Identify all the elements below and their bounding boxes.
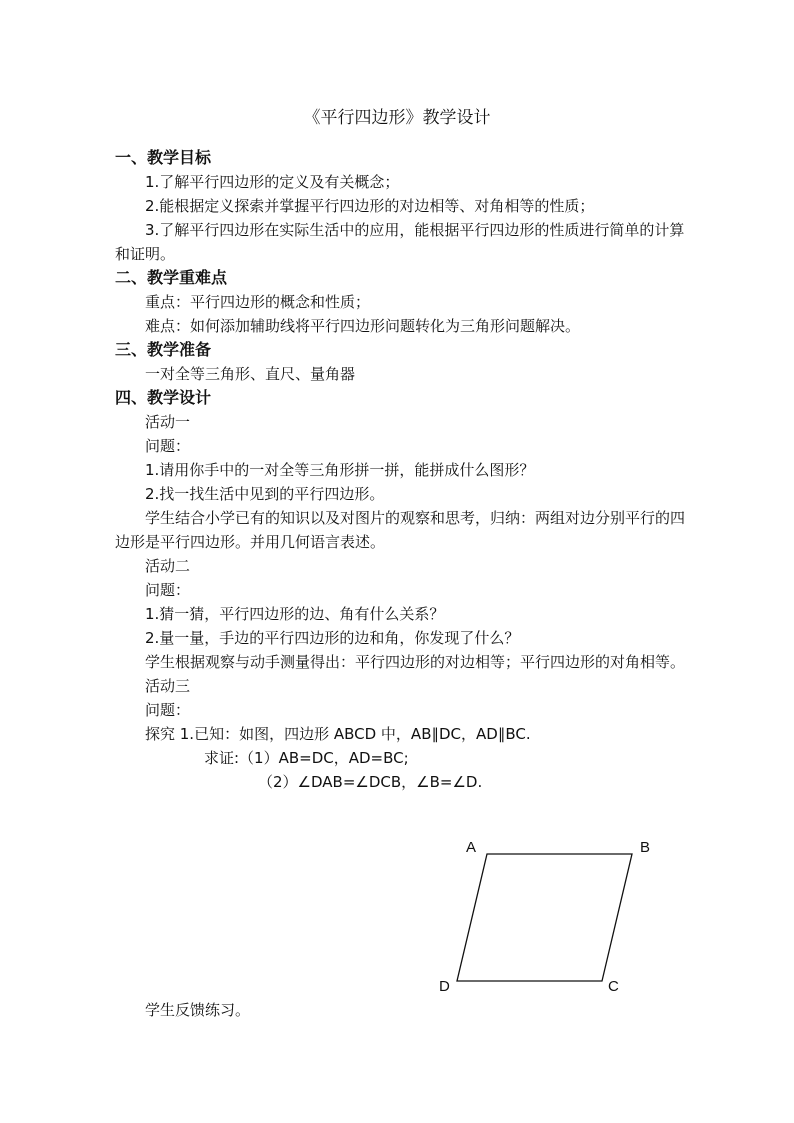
activity-1-label: 活动一 bbox=[145, 413, 191, 431]
difficult-point-text: 难点：如何添加辅助线将平行四边形问题转化为三角形问题解决。 bbox=[145, 317, 581, 335]
section-heading-design: 四、教学设计 bbox=[115, 388, 212, 407]
section-heading-key-points: 二、教学重难点 bbox=[115, 268, 228, 287]
activity-3-prove-2: （2）∠DAB=∠DCB，∠B=∠D. bbox=[258, 773, 483, 791]
document-body bbox=[115, 146, 685, 794]
activity-3-prove-1: 求证:（1）AB=DC，AD=BC; bbox=[204, 749, 409, 767]
activity-2-question-1: 1.猜一猜，平行四边形的边、角有什么关系？ bbox=[145, 605, 445, 623]
objective-item-3: 3.了解平行四边形在实际生活中的应用，能根据平行四边形的性质进行简单的计算和证明。 bbox=[115, 221, 685, 263]
activity-1-summary: 学生结合小学已有的知识以及对图片的观察和思考，归纳：两组对边分别平行的四边形是平行四边形。并用几何语言表述。 bbox=[115, 509, 686, 551]
activity-2-label: 活动二 bbox=[145, 557, 191, 575]
activity-2-question-label: 问题： bbox=[145, 581, 191, 599]
parallelogram-shape bbox=[457, 854, 632, 981]
vertex-label-d: D bbox=[439, 978, 450, 995]
activity-3-feedback: 学生反馈练习。 bbox=[145, 1001, 251, 1019]
parallelogram-figure bbox=[430, 834, 660, 999]
activity-3-question-label: 问题： bbox=[145, 701, 191, 719]
activity-2-summary: 学生根据观察与动手测量得出：平行四边形的对边相等；平行四边形的对角相等。 bbox=[145, 653, 686, 671]
objective-item-2: 2.能根据定义探索并掌握平行四边形的对边相等、对角相等的性质； bbox=[145, 197, 595, 215]
activity-3-label: 活动三 bbox=[145, 677, 191, 695]
preparation-text: 一对全等三角形、直尺、量角器 bbox=[145, 365, 356, 383]
vertex-label-a: A bbox=[466, 839, 477, 856]
document-tail bbox=[115, 998, 685, 1022]
activity-2-question-2: 2.量一量，手边的平行四边形的边和角，你发现了什么？ bbox=[145, 629, 520, 647]
section-heading-preparation: 三、教学准备 bbox=[115, 340, 212, 359]
vertex-label-b: B bbox=[640, 839, 651, 856]
document-title: 《平行四边形》教学设计 bbox=[303, 108, 491, 128]
parallelogram-diagram bbox=[430, 834, 660, 999]
activity-1-question-2: 2.找一找生活中见到的平行四边形。 bbox=[145, 485, 385, 503]
activity-1-question-1: 1.请用你手中的一对全等三角形拼一拼，能拼成什么图形？ bbox=[145, 461, 535, 479]
objective-item-1: 1.了解平行四边形的定义及有关概念； bbox=[145, 173, 400, 191]
vertex-label-c: C bbox=[608, 978, 619, 995]
activity-3-explore: 探究 1.已知：如图，四边形 ABCD 中，AB∥DC，AD∥BC. bbox=[145, 725, 531, 743]
section-heading-objectives: 一、教学目标 bbox=[115, 148, 212, 167]
activity-1-question-label: 问题： bbox=[145, 437, 191, 455]
key-point-text: 重点：平行四边形的概念和性质； bbox=[145, 293, 371, 311]
